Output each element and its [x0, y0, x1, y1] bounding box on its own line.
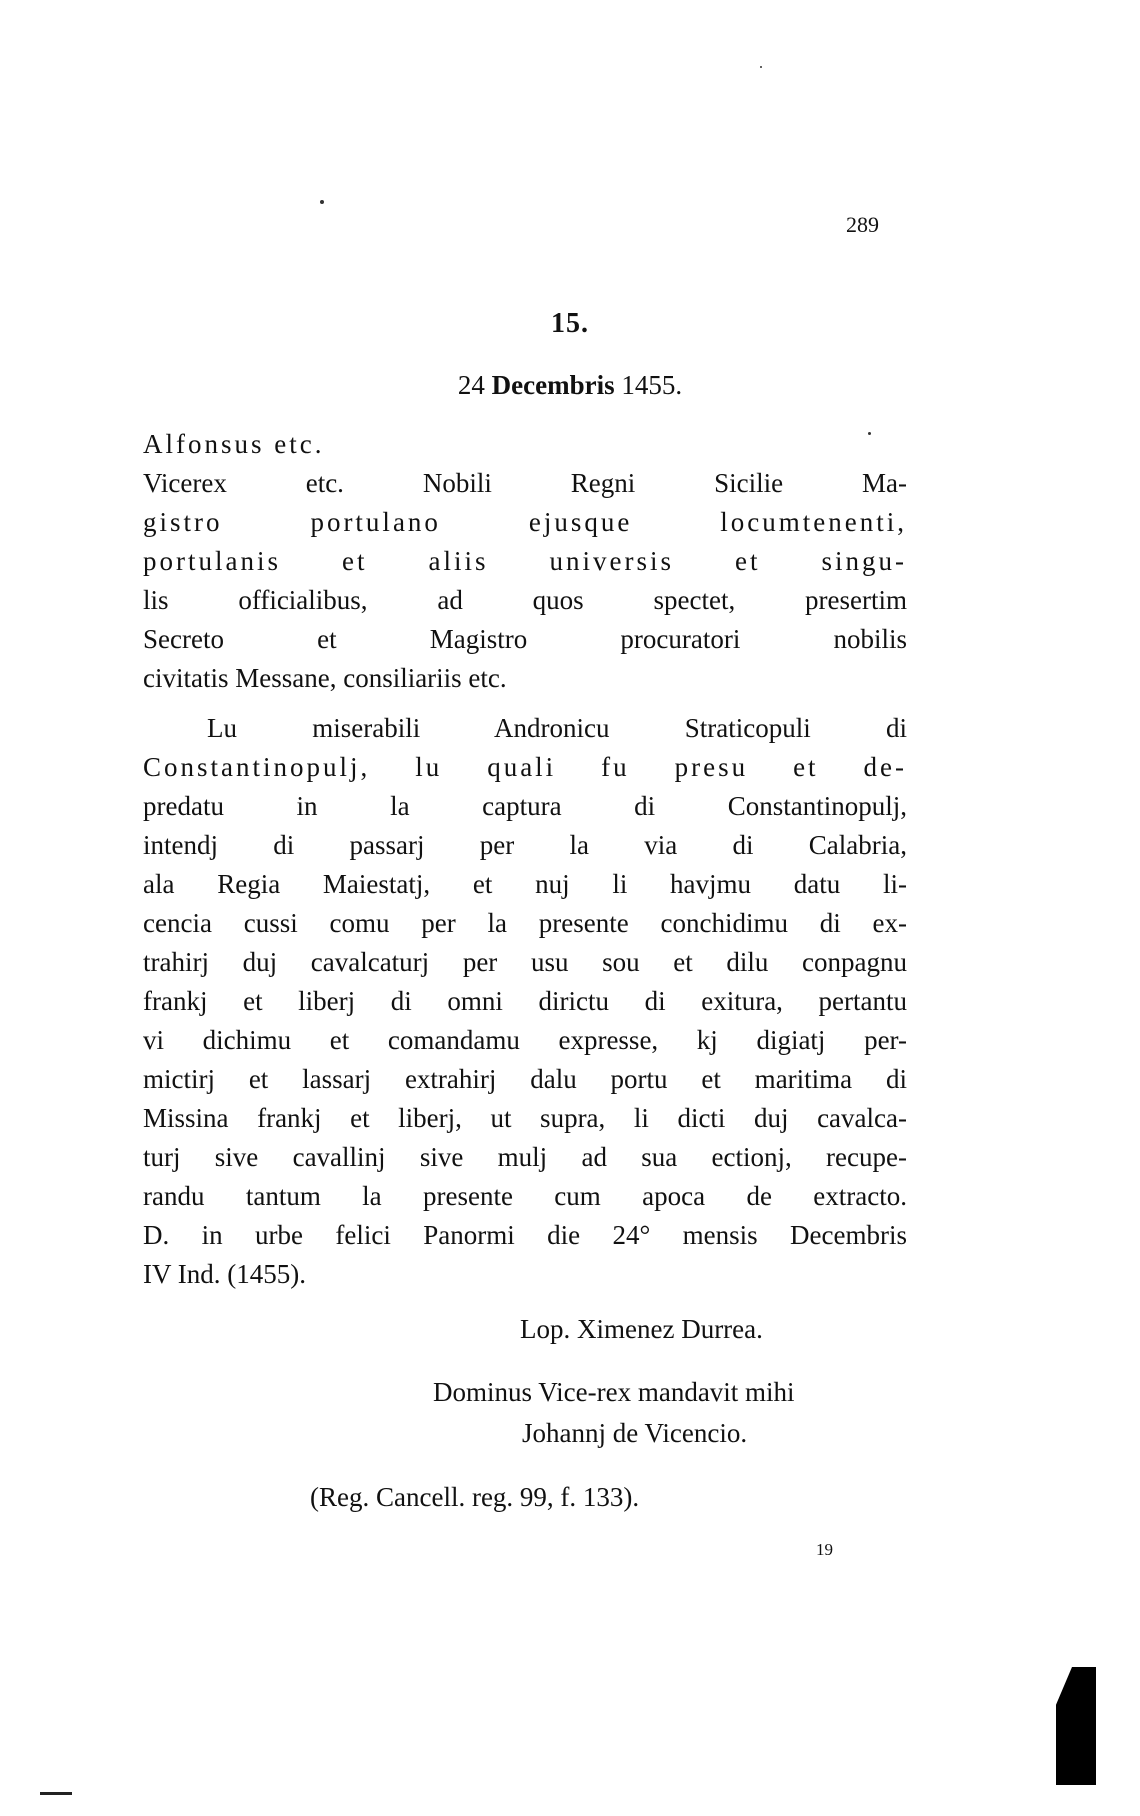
date-year: 1455.: [621, 370, 683, 400]
text-line: civitatis Messane, consiliariis etc.: [143, 663, 507, 693]
text-line: IV Ind. (1455).: [143, 1259, 306, 1289]
text-line: predatu in la captura di Constantinopulj,: [143, 791, 907, 821]
document-number: 15.: [551, 308, 589, 339]
text-line: lis officialibus, ad quos spectet, presertim: [143, 585, 907, 615]
text-line: cencia cussi comu per la presente conchidimu di ex-: [143, 908, 907, 938]
text-line: D. in urbe felici Panormi die 24° mensis Decembris: [143, 1220, 907, 1250]
date-day: 24: [457, 370, 485, 400]
source-reference: (Reg. Cancell. reg. 99, f. 133).: [310, 1482, 640, 1512]
text-line: Secreto et Magistro procuratori nobilis: [143, 624, 907, 654]
text-line: vi dichimu et comandamu expresse, kj digiatj per-: [143, 1025, 907, 1055]
ink-speck: [320, 200, 324, 204]
text-line: turj sive cavallinj sive mulj ad sua ectionj, recupe-: [143, 1142, 907, 1172]
text-line: Constantinopulj, lu quali fu presu et de-: [143, 752, 907, 782]
margin-mark: [40, 1792, 72, 1795]
text-line: trahirj duj cavalcaturj per usu sou et dilu conpagnu: [143, 947, 907, 977]
text-line: Missina frankj et liberj, ut supra, li dicti duj cavalca-: [143, 1103, 907, 1133]
text-line: portulanis et aliis universis et singu-: [143, 546, 907, 576]
text-line: Lu miserabili Andronicu Straticopuli di: [207, 713, 907, 743]
page-number: 289: [846, 212, 879, 237]
document-date: [0, 370, 1140, 401]
text-line: Vicerex etc. Nobili Regni Sicilie Ma-: [143, 468, 907, 498]
text-line: frankj et liberj di omni dirictu di exitura, pertantu: [143, 986, 907, 1016]
ink-speck: [760, 66, 762, 68]
text-line: Alfonsus etc.: [143, 429, 325, 459]
mandate-signature: Johannj de Vicencio.: [522, 1418, 748, 1448]
text-line: ala Regia Maiestatj, et nuj li havjmu datu li-: [143, 869, 907, 899]
ink-blot: [1056, 1667, 1096, 1785]
text-line: mictirj et lassarj extrahirj dalu portu et maritima di: [143, 1064, 907, 1094]
mandate-line: Dominus Vice-rex mandavit mihi: [433, 1377, 795, 1407]
date-month: Decembris: [491, 370, 615, 400]
text-line: randu tantum la presente cum apoca de extracto.: [143, 1181, 907, 1211]
text-line: gistro portulano ejusque locumtenenti,: [143, 507, 907, 537]
sheet-signature: 19: [816, 1540, 833, 1559]
text-line: intendj di passarj per la via di Calabria,: [143, 830, 907, 860]
signature: Lop. Ximenez Durrea.: [520, 1314, 763, 1344]
